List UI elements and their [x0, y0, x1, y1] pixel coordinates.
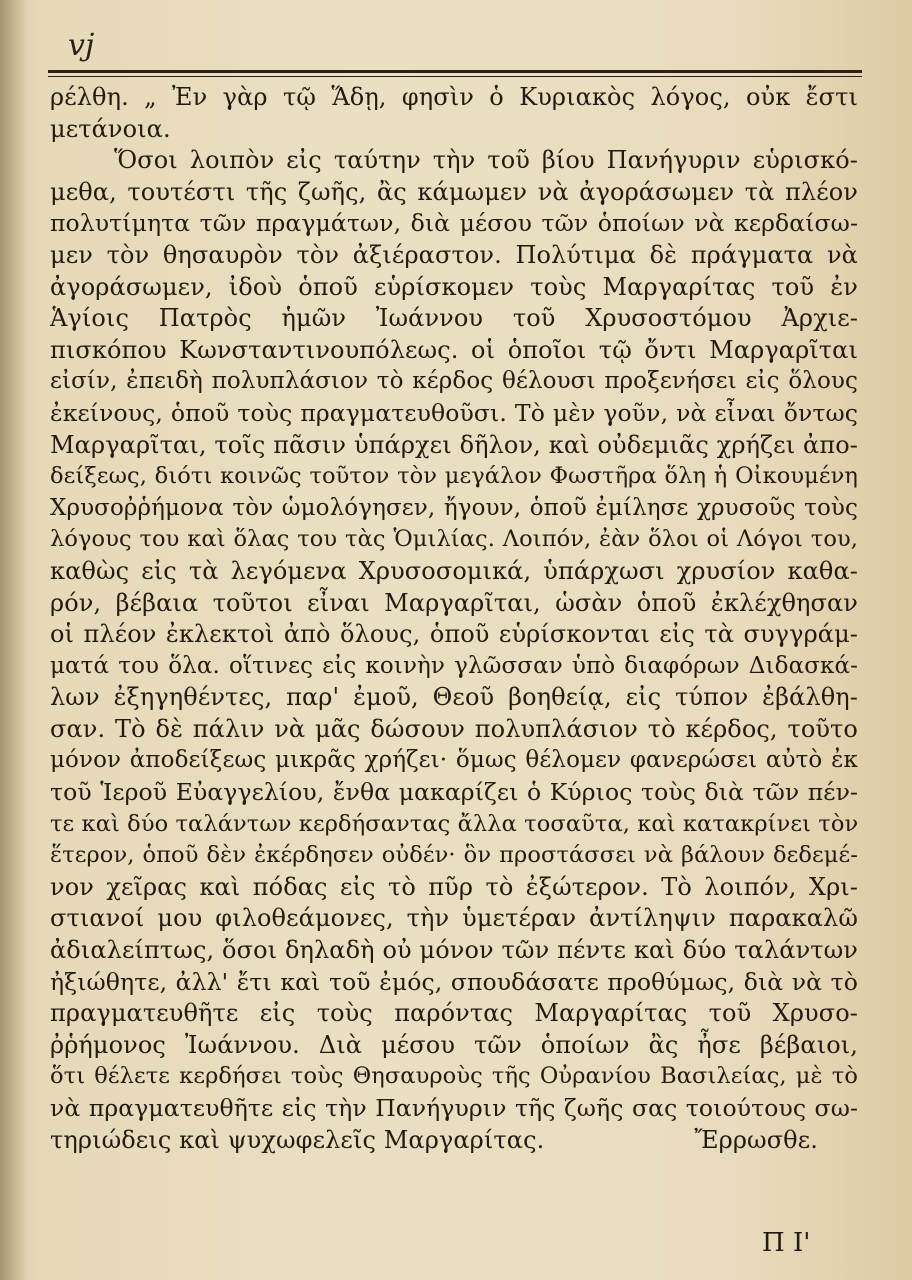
text-line-final	[50, 1125, 858, 1157]
text-line: ἀδιαλείπτως, ὅσοι δηλαδὴ οὐ μόνον τῶν πέντε καὶ δύο ταλάντων	[50, 936, 858, 965]
text-line: τε καὶ δύο ταλάντων κερδήσαντας ἄλλα τοσαῦτα, καὶ κατακρίνει τὸν	[50, 810, 858, 837]
text-line: ματά του ὅλα. οἵτινες εἰς κοινὴν γλῶσσαν ὑπὸ διαφόρων Διδασκά-	[50, 652, 858, 679]
text-line: ῤῥήμονος Ἰωάννου. Διὰ μέσου τῶν ὁποίων ἂς ἦσε βέβαιοι,	[50, 1030, 858, 1059]
text-line: Χρυσοῤῥήμονα τὸν ὡμολόγησεν, ἤγουν, ὁποῦ ἐμίλησε χρυσοῦς τοὺς	[50, 494, 858, 521]
text-line: ρόν, βέβαια τοῦτοι εἶναι Μαργαρῖται, ὡσὰν ὁποῦ ἐκλέχθησαν	[50, 588, 858, 617]
text-line: Μαργαρῖται, τοῖς πᾶσιν ὑπάρχει δῆλον, καὶ οὐδεμιᾶς χρήζει ἀπο-	[50, 430, 858, 459]
text-line: λόγους του καὶ ὅλας του τὰς Ὁμιλίας. Λοιπόν, ἐὰν ὅλοι οἱ Λόγοι του,	[50, 526, 858, 553]
text-line: πολυτίμητα τῶν πραγμάτων, διὰ μέσου τῶν ὁποίων νὰ κερδαίσω-	[50, 209, 858, 238]
text-line: πισκόπου Κωνσταντινουπόλεως. οἱ ὁποῖοι τῷ ὄντι Μαργαρῖται	[50, 335, 858, 364]
text-line: νὰ πραγματευθῆτε εἰς τὴν Πανήγυριν τῆς ζωῆς σας τοιούτους σω-	[50, 1094, 858, 1122]
page-gutter-shadow	[0, 0, 26, 1280]
text-line: ὅτι θέλετε κερδήσει τοὺς Θησαυροὺς τῆς Οὐρανίου Βασιλείας, μὲ τὸ	[50, 1063, 858, 1090]
text-line: οἱ πλέον ἐκλεκτοὶ ἀπὸ ὅλους, ὁποῦ εὑρίσκονται εἰς τὰ συγγράμ-	[50, 620, 858, 649]
header-rule	[48, 70, 862, 73]
text-line: δείξεως, διότι κοινῶς τοῦτον τὸν μεγάλον Φωστῆρα ὅλη ἡ Οἰκουμένη	[50, 463, 858, 490]
text-line: μεν τὸν θησαυρὸν τὸν ἀξιέραστον. Πολύτιμα δὲ πράγματα νὰ	[50, 240, 858, 269]
text-line: εἰσίν, ἐπειδὴ πολυπλάσιον τὸ κέρδος θέλουσι προξενήσει εἰς ὅλους	[50, 368, 858, 395]
text-line: ἐκείνους, ὁποῦ τοὺς πραγματευθοῦσι. Τὸ μὲν γοῦν, νὰ εἶναι ὄντως	[50, 398, 858, 427]
closing-salutation: Ἔρρωσθε.	[694, 1125, 818, 1154]
text-line: στιανοί μου φιλοθεάμονες, τὴν ὑμετέραν ἀντίληψιν παρακαλῶ	[50, 904, 858, 933]
text-line: ἀγοράσωμεν, ἰδοὺ ὁποῦ εὑρίσκομεν τοὺς Μαργαρίτας τοῦ ἐν	[50, 272, 858, 301]
final-line-text: τηριώδεις καὶ ψυχωφελεῖς Μαργαρίτας.	[50, 1125, 545, 1154]
header-rule-thin	[48, 76, 862, 77]
text-line: σαν. Τὸ δὲ πάλιν νὰ μᾶς δώσουν πολυπλάσιον τὸ κέρδος, τοῦτο	[50, 714, 858, 743]
text-line: νον χεῖρας καὶ πόδας εἰς τὸ πῦρ τὸ ἐξώτερον. Τὸ λοιπόν, Χρι-	[50, 872, 858, 901]
text-line: ἕτερον, ὁποῦ δὲν ἐκέρδησεν οὐδέν· ὃν προστάσσει νὰ βάλουν δεδεμέ-	[50, 842, 858, 869]
text-line: καθὼς εἰς τὰ λεγόμενα Χρυσοσομικά, ὑπάρχωσι χρυσίον καθα-	[50, 556, 858, 585]
text-line: ρέλθη. „ Ἐν γὰρ τῷ Ἅδῃ, φησὶν ὁ Κυριακὸς λόγος, οὐκ ἔστι	[50, 83, 858, 111]
body-text	[50, 82, 858, 1212]
text-line: Ἁγίοις Πατρὸς ἡμῶν Ἰωάννου τοῦ Χρυσοστόμου Ἀρχιε-	[50, 304, 858, 333]
text-line: πραγματευθῆτε εἰς τοὺς παρόντας Μαργαρίτας τοῦ Χρυσο-	[50, 999, 858, 1028]
catchword: Π Ι'	[762, 1228, 811, 1258]
text-line: λων ἐξηγηθέντες, παρ' ἐμοῦ, Θεοῦ βοηθείᾳ, εἰς τύπον ἐβάλθη-	[50, 683, 858, 712]
page-number: vj	[68, 28, 95, 63]
text-line: μετάνοια.	[50, 114, 171, 143]
text-line: τοῦ Ἱεροῦ Εὐαγγελίου, ἔνθα μακαρίζει ὁ Κύριος τοὺς διὰ τῶν πέν-	[50, 778, 858, 807]
text-line: ἠξιώθητε, ἀλλ' ἔτι καὶ τοῦ ἐμός, σπουδάσατε προθύμως, διὰ νὰ τὸ	[50, 967, 858, 996]
text-line: Ὅσοι λοιπὸν εἰς ταύτην τὴν τοῦ βίου Πανήγυριν εὑρισκό-	[114, 146, 858, 175]
text-line: μεθα, τουτέστι τῆς ζωῆς, ἂς κάμωμεν νὰ ἀγοράσωμεν τὰ πλέον	[50, 177, 858, 206]
text-line: μόνον ἀποδείξεως μικρᾶς χρήζει· ὅμως θέλομεν φανερώσει αὐτὸ ἐκ	[50, 747, 858, 774]
